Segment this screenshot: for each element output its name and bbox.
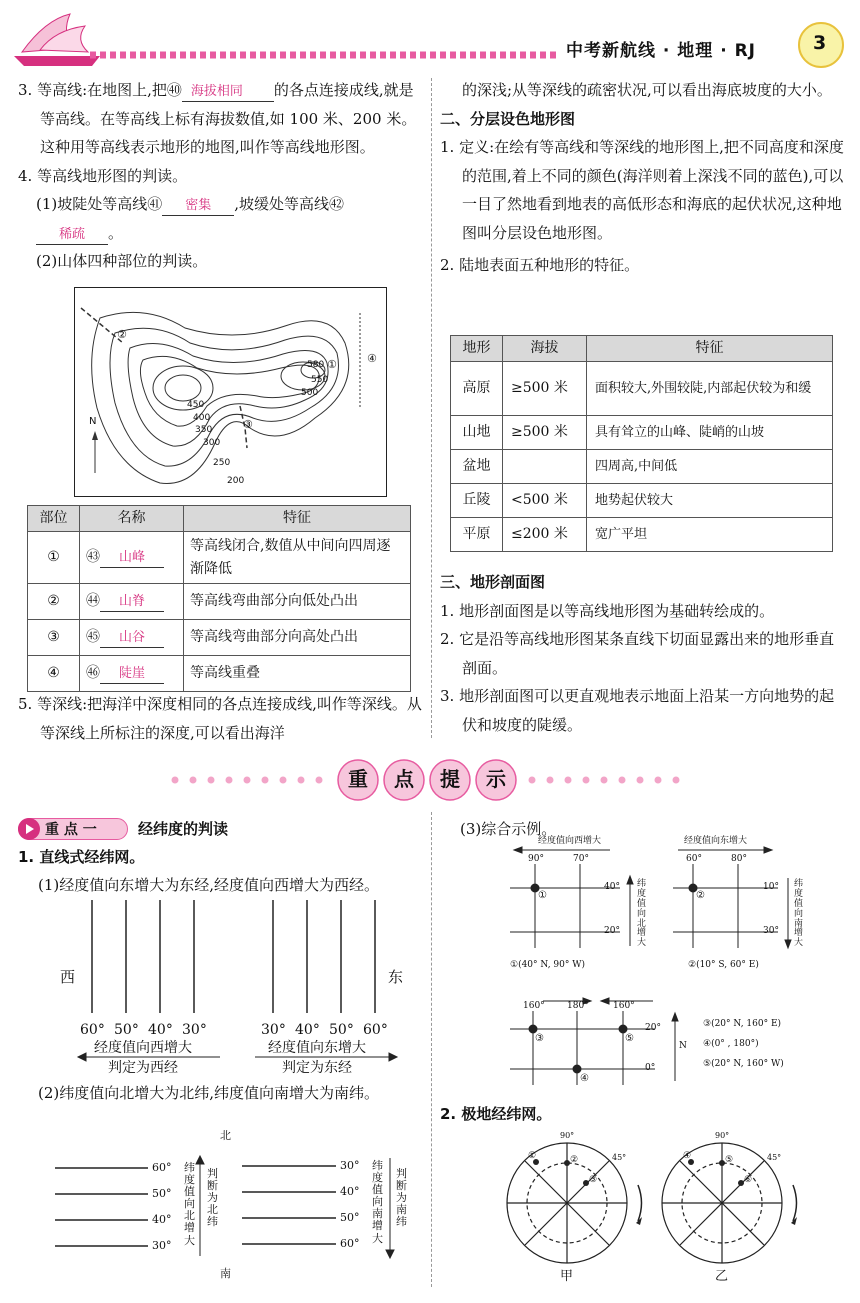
- section-3-title: 三、地形剖面图: [440, 573, 546, 591]
- header-feature: 特征: [184, 506, 411, 532]
- focus-title: 经纬度的判读: [138, 820, 229, 838]
- map-point-2: ②: [117, 328, 127, 341]
- polar-diagrams: 90° 45° 90° 45° ① ② ③ ④ ⑤ ⑥ 甲 乙: [500, 1125, 820, 1300]
- item-5-cont: 的深浅;从等深线的疏密状况,可以看出海底坡度的大小。: [462, 81, 832, 99]
- header-part: 部位: [28, 506, 80, 532]
- contour-350: 350: [195, 425, 213, 435]
- answer-40: 海拔相同: [182, 83, 274, 102]
- lower-column-divider: [431, 812, 432, 1287]
- example-1: 经度值向西增大 90° 70° 40° 20° ① 纬度值向北增大 ①(40° N, 90° W): [510, 836, 647, 970]
- terrain-table: [450, 335, 833, 552]
- answer-42: 稀疏: [36, 226, 108, 245]
- longitude-diagram: [50, 895, 420, 1080]
- lat-tick: 40°: [152, 1213, 172, 1226]
- section-3-item-1: 1. 地形剖面图是以等高线地形图为基础转绘成的。: [440, 601, 775, 620]
- banner-char-1: 重: [348, 767, 368, 791]
- table-row: ① ㊸ 山峰 等高线闭合,数值从中间向四周逐渐降低: [28, 532, 411, 584]
- west-label: 西: [60, 968, 76, 986]
- lon-tick: 60°: [80, 1022, 105, 1038]
- example-2: 经度值向东增大 60° 80° 10° 30° ② 纬度值向南增大 ②(10° S, 60° E): [684, 836, 804, 970]
- table-row: 高原 ≥500 米 面积较大,外围较陡,内部起伏较为和缓: [451, 362, 833, 416]
- part-table: [27, 505, 411, 692]
- answer-44: 山脊: [100, 593, 164, 612]
- lon-tick: 30°: [261, 1022, 286, 1038]
- north-label: 北: [220, 1129, 231, 1142]
- contour-400: 400: [193, 413, 211, 423]
- table-row: 山地 ≥500 米 具有耸立的山峰、陡峭的山坡: [451, 416, 833, 450]
- table-row: 平原 ≤200 米 宽广平坦: [451, 518, 833, 552]
- answer-45: 山谷: [100, 629, 164, 648]
- focus-item-1-3: (3)综合示例。: [460, 820, 557, 838]
- map-point-4: ④: [367, 352, 377, 365]
- page-header: [0, 0, 860, 80]
- south-label: 南: [220, 1267, 231, 1280]
- banner-char-2: 点: [394, 767, 414, 791]
- lon-tick: 50°: [114, 1022, 139, 1038]
- lon-tick: 30°: [182, 1022, 207, 1038]
- section-2-title: 二、分层设色地形图: [440, 109, 576, 128]
- lon-right-arrow-label: 经度值向东增大: [268, 1040, 366, 1056]
- item-4-2: (2)山体四种部位的判读。: [36, 252, 208, 270]
- answer-46: 陡崖: [100, 665, 164, 684]
- polar-label-jia: 甲: [560, 1269, 574, 1284]
- lat-tick: 50°: [152, 1187, 172, 1200]
- lat-right-vertical-1: 纬度值向南增大: [372, 1159, 383, 1245]
- item-5: 5. 等深线:把海洋中深度相同的各点连接成线,叫作等深线。从等深线上所标注的深度,可以看出海洋: [18, 695, 422, 742]
- lon-left-judge: 判定为西经: [108, 1060, 178, 1076]
- focus-item-1: 1. 直线式经纬网。: [18, 848, 145, 866]
- lat-tick: 30°: [152, 1239, 172, 1252]
- lon-right-judge: 判定为东经: [282, 1060, 352, 1076]
- contour-200: 200: [227, 476, 245, 486]
- part-table-header: [28, 506, 411, 532]
- banner-char-3: 提: [440, 767, 460, 791]
- item-3: 3. 等高线:在地图上,把㊵ 海拔相同 的各点连接成线,就是等高线。在等高线上标有海拔数值,如 100 米、200 米。这种用等高线表示地形的地图,叫作等高线地形图。: [18, 81, 417, 156]
- latitude-lines-svg: [50, 1128, 420, 1288]
- lon-tick: 50°: [329, 1022, 354, 1038]
- item-4-1: (1)坡陡处等高线㊶ 密集 ,坡缓处等高线㊷ 稀疏 。: [18, 190, 422, 247]
- column-divider: [431, 78, 432, 738]
- lat-tick: 60°: [152, 1161, 172, 1174]
- map-point-1: ①: [327, 358, 337, 371]
- table-row: ③ ㊺ 山谷 等高线弯曲部分向高处凸出: [28, 620, 411, 656]
- contour-300: 300: [203, 438, 221, 448]
- key-points-banner: [0, 755, 860, 805]
- polar-label-yi: 乙: [715, 1269, 729, 1284]
- lat-tick: 30°: [340, 1159, 360, 1172]
- map-point-3: ③: [243, 418, 253, 431]
- header-name: 名称: [80, 506, 184, 532]
- lat-tick: 50°: [340, 1211, 360, 1224]
- focus-item-1-2: (2)纬度值向北增大为北纬,纬度值向南增大为南纬。: [38, 1084, 380, 1102]
- table-row: ④ ㊻ 陡崖 等高线重叠: [28, 656, 411, 692]
- answer-43: 山峰: [100, 549, 164, 568]
- focus-item-2: 2. 极地经纬网。: [440, 1105, 552, 1123]
- section-3-item-3: 3. 地形剖面图可以更直观地表示地面上沿某一方向地势的起伏和坡度的陡缓。: [440, 687, 835, 734]
- lat-tick: 40°: [340, 1185, 360, 1198]
- lat-right-vertical-2: 判断为南纬: [396, 1167, 407, 1229]
- map-north-label: N: [89, 416, 97, 427]
- answer-41: 密集: [162, 197, 234, 216]
- lat-left-vertical-2: 判断为北纬: [207, 1167, 218, 1229]
- contour-map: [74, 287, 387, 497]
- banner-char-4: 示: [486, 767, 506, 791]
- contour-500: 500: [301, 388, 319, 398]
- section-3: [440, 568, 845, 739]
- section-2-item-1: 1. 定义:在绘有等高线和等深线的地形图上,把不同高度和深度的范围,着上不同的颜色(海洋则着上深浅不同的蓝色),可以一目了然地看到地表的高低形态和海底的起伏状况,这种地图叫分层设色地形图。: [440, 138, 844, 242]
- table-row: ② ㊹ 山脊 等高线弯曲部分向低处凸出: [28, 584, 411, 620]
- east-label: 东: [388, 968, 404, 986]
- contour-250: 250: [213, 458, 231, 468]
- terrain-table-header: 地形 海拔 特征: [451, 336, 833, 362]
- boat-logo-icon: [14, 14, 100, 66]
- table-row: 丘陵 <500 米 地势起伏较大: [451, 484, 833, 518]
- focus-tag: 重 点 一: [18, 818, 128, 840]
- example-3: 160° 180° 160° 20° 0° N ③ ④ ⑤ ③(20° N, 160° E) ④(0° , 180°) ⑤(20° N, 160° W): [505, 993, 805, 1093]
- section-3-item-2: 2. 它是沿等高线地形图某条直线下切面显露出来的地形垂直剖面。: [440, 630, 835, 677]
- table-row: 盆地 四周高,中间低: [451, 450, 833, 484]
- left-column: [18, 76, 422, 276]
- page-number: 3: [813, 32, 827, 54]
- banner-dots: [0, 755, 860, 805]
- lat-left-vertical-1: 纬度值向北增大: [184, 1161, 195, 1247]
- contour-550: 550: [311, 375, 329, 385]
- play-icon: [18, 818, 40, 840]
- lon-tick: 60°: [363, 1022, 388, 1038]
- lat-tick: 60°: [340, 1237, 360, 1250]
- lon-tick: 40°: [295, 1022, 320, 1038]
- contour-450: 450: [187, 400, 205, 410]
- right-column: [440, 76, 845, 280]
- section-2-item-2: 2. 陆地表面五种地形的特征。: [440, 256, 640, 274]
- item-4-title: 4. 等高线地形图的判读。: [18, 166, 188, 185]
- focus-item-1-1: (1)经度值向东增大为东经,经度值向西增大为西经。: [38, 876, 380, 894]
- latitude-diagram: [50, 1128, 420, 1288]
- lon-tick: 40°: [148, 1022, 173, 1038]
- contour-580: 580: [307, 360, 325, 370]
- lon-left-arrow-label: 经度值向西增大: [94, 1040, 192, 1056]
- brand-title: 中考新航线 · 地理 · RJ: [566, 41, 757, 61]
